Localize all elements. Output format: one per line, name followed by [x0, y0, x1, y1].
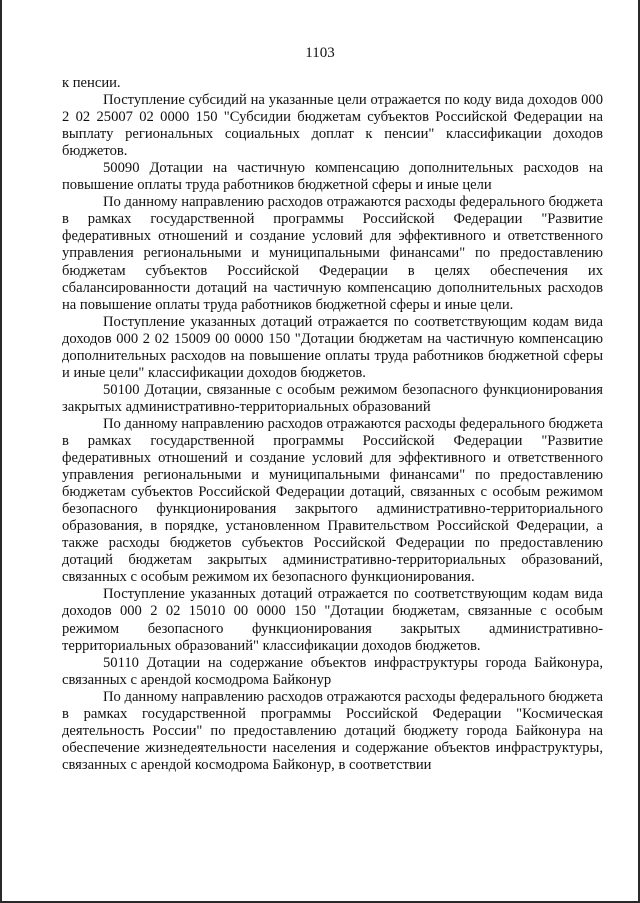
- paragraph-50090-description: По данному направлению расходов отражаются расходы федерального бюджета в рамках государственной программы Российской Федерации "Развитие федеративных отношений и создание условий для эффективного и ответственного управления региональными и муниципальными финансами" по предоставлению бюджетам субъектов Российской Федерации в целях обеспечения их сбалансированности дотаций на частичную компенсацию дополнительных расходов на повышение оплаты труда работников бюджетной сферы и иные цели.: [62, 194, 603, 313]
- paragraph-50100-description: По данному направлению расходов отражаются расходы федерального бюджета в рамках государственной программы Российской Федерации "Развитие федеративных отношений и создание условий для эффективного и ответственного управления региональными и муниципальными финансами" по предоставлению бюджетам субъектов Российской Федерации дотаций, связанных с особым режимом безопасного функционирования закрытого административно-территориального образования, в порядке, установленном Правительством Российской Федерации, а также расходы бюджетов субъектов Российской Федерации по предоставлению дотаций бюджетам закрытых административно-территориальных образований, связанных с особым режимом их безопасного функционирования.: [62, 415, 603, 586]
- paragraph-heading-50090: 50090 Дотации на частичную компенсацию дополнительных расходов на повышение оплаты труда работников бюджетной сферы и иные цели: [62, 160, 603, 194]
- paragraph-50110-description: По данному направлению расходов отражаются расходы федерального бюджета в рамках государственной программы Российской Федерации "Космическая деятельность России" по предоставлению дотаций бюджету города Байконура на обеспечение жизнедеятельности населения и содержание объектов инфраструктуры, связанных с арендой космодрома Байконур, в соответствии: [62, 688, 603, 773]
- scan-edge-left: [0, 0, 2, 903]
- page-number: 1103: [305, 45, 335, 61]
- paragraph-subsidy-income-code: Поступление субсидий на указанные цели отражается по коду вида доходов 000 2 02 25007 02 0000 150 "Субсидии бюджетам субъектов Российской Федерации на выплату региональных социальных доплат к пенсии" классификации доходов бюджетов.: [62, 92, 603, 160]
- paragraph-pension-continuation: к пенсии.: [62, 75, 121, 91]
- document-body: [62, 75, 603, 774]
- paragraph-heading-50100: 50100 Дотации, связанные с особым режимом безопасного функционирования закрытых административно-территориальных образований: [62, 381, 603, 415]
- paragraph-heading-50110: 50110 Дотации на содержание объектов инфраструктуры города Байконура, связанных с арендой космодрома Байконур: [62, 654, 603, 688]
- paragraph-50090-income-code: Поступление указанных дотаций отражается по соответствующим кодам вида доходов 000 2 02 15009 00 0000 150 "Дотации бюджетам на частичную компенсацию дополнительных расходов на повышение оплаты труда работников бюджетной сферы и иные цели" классификации доходов бюджетов.: [62, 313, 603, 381]
- paragraph-50100-income-code: Поступление указанных дотаций отражается по соответствующим кодам вида доходов 000 2 02 15010 00 0000 150 "Дотации бюджетам, связанные с особым режимом безопасного функционирования закрытых административно-территориальных образований" классификации доходов бюджетов.: [62, 586, 603, 654]
